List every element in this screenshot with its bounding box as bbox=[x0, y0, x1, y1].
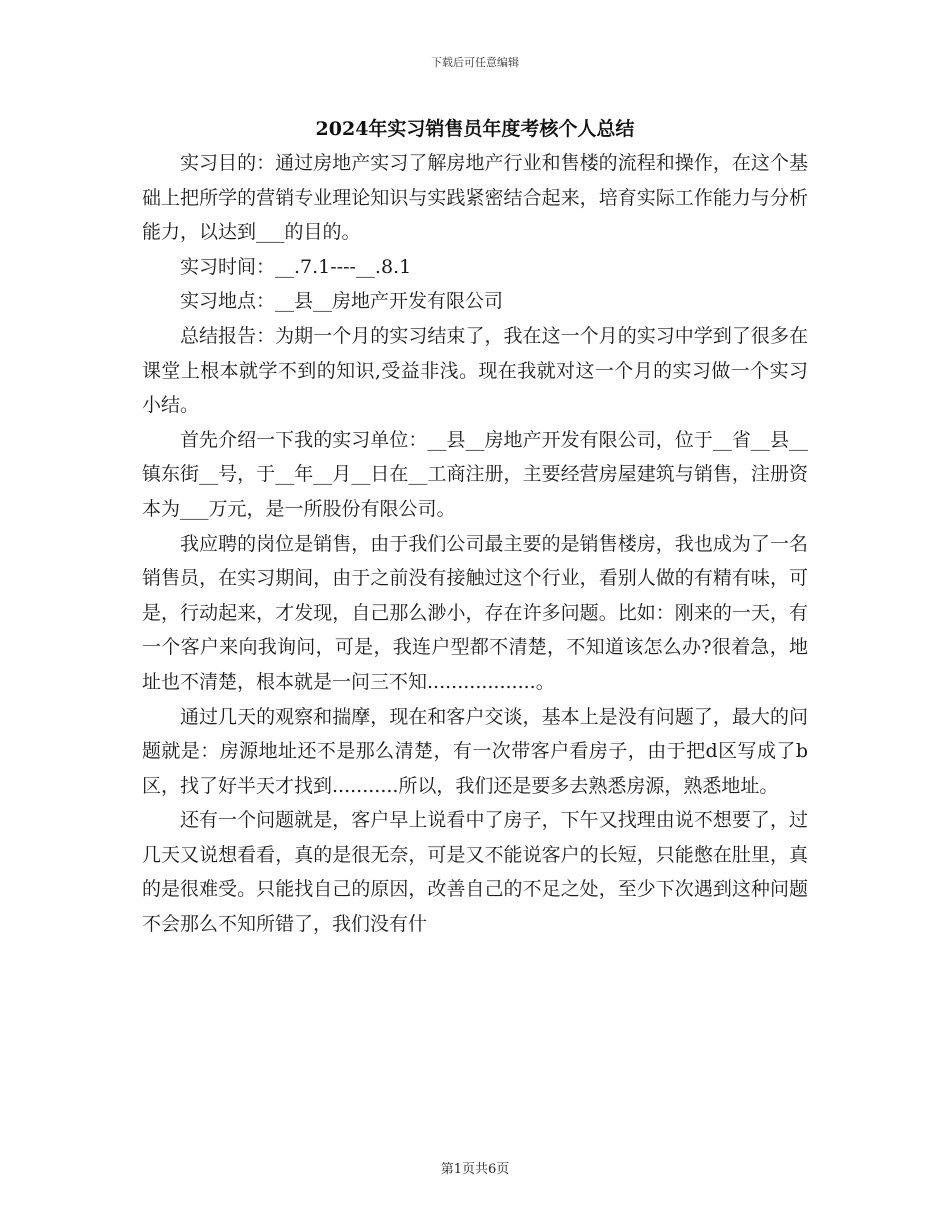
paragraph-observation: 通过几天的观察和揣摩，现在和客户交谈，基本上是没有问题了，最大的问题就是：房源地址还不是那么清楚，有一次带客户看房子，由于把d区写成了b区，找了好半天才找到...........所以，我们还是要多去熟悉房源，熟悉地址。 bbox=[142, 705, 808, 797]
paragraph-time: 实习时间：__.7.1----__.8.1 bbox=[180, 255, 412, 278]
paragraph-problem: 还有一个问题就是，客户早上说看中了房子，下午又找理由说不想要了，过几天又说想看看，真的是很无奈，可是又不能说客户的长短，只能憋在肚里，真的是很难受。只能找自己的原因，改善自己的不足之处，至少下次遇到这种问题不会那么不知所错了，我们没有什 bbox=[142, 809, 808, 936]
document-title: 2024年实习销售员年度考核个人总结 bbox=[315, 118, 635, 140]
paragraph-company-intro: 首先介绍一下我的实习单位：__县__房地产开发有限公司，位于__省__县__镇东街__号，于__年__月__日在__工商注册，主要经营房屋建筑与销售，注册资本为___万元，是一所股份有限公司。 bbox=[142, 428, 808, 520]
paragraph-position: 我应聘的岗位是销售，由于我们公司最主要的是销售楼房，我也成为了一名销售员，在实习期间，由于之前没有接触过这个行业，看别人做的有精有味，可是，行动起来，才发现，自己那么渺小，存在许多问题。比如：刚来的一天，有一个客户来向我询问，可是，我连户型都不清楚，不知道该怎么办?很着急，地址也不清楚，根本就是一问三不知..................。 bbox=[142, 532, 808, 693]
document-body bbox=[142, 146, 808, 942]
paragraph-location: 实习地点：__县__房地产开发有限公司 bbox=[180, 290, 504, 313]
paragraph-summary: 总结报告：为期一个月的实习结束了，我在这一个月的实习中学到了很多在课堂上根本就学不到的知识,受益非浅。现在我就对这一个月的实习做一个实习小结。 bbox=[142, 324, 808, 417]
page-number-footer: 第1页共6页 bbox=[440, 1162, 510, 1177]
paragraph-purpose: 实习目的：通过房地产实习了解房地产行业和售楼的流程和操作，在这个基础上把所学的营销专业理论知识与实践紧密结合起来，培育实际工作能力与分析能力，以达到___的目的。 bbox=[142, 152, 808, 244]
header-note: 下载后可任意编辑 bbox=[431, 56, 519, 69]
